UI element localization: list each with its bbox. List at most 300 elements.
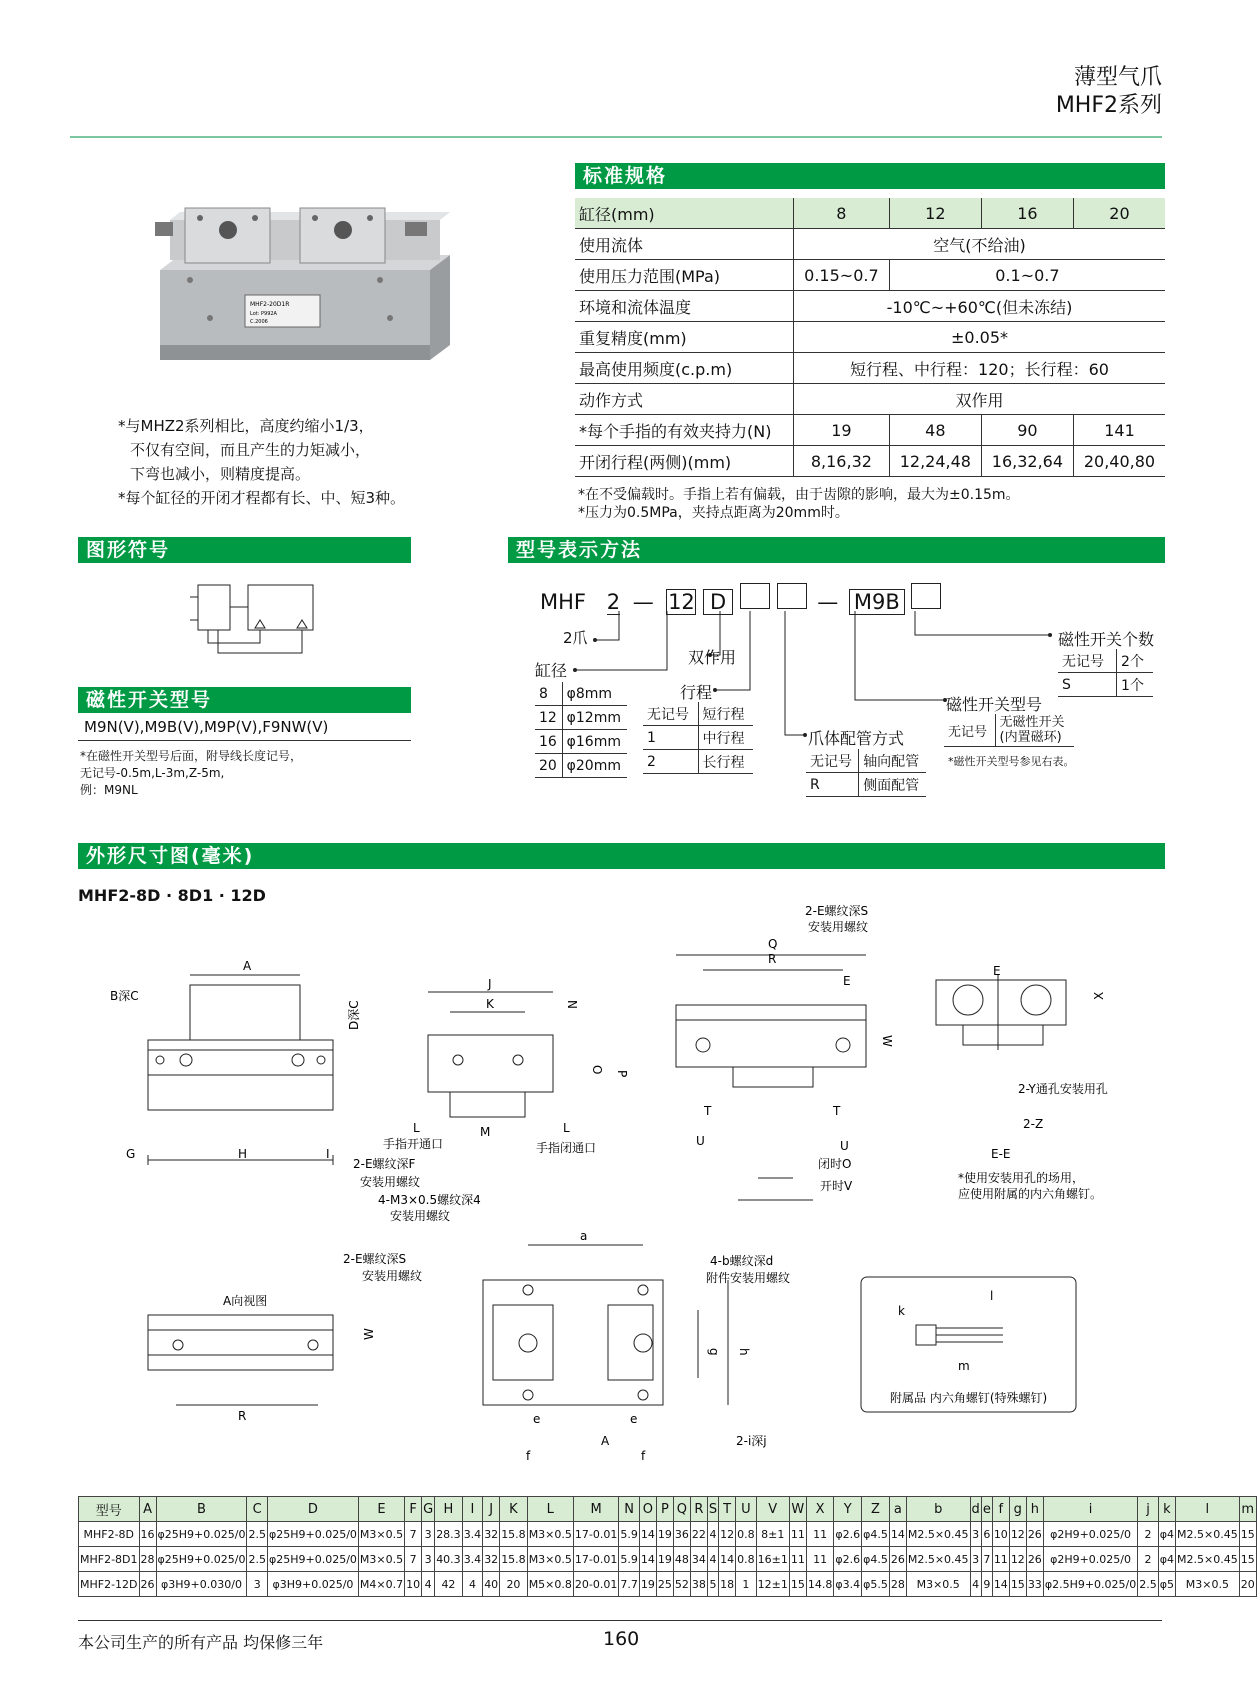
dims-row bbox=[79, 1522, 1257, 1547]
dims-cell: 36 bbox=[673, 1522, 690, 1547]
dims-cell: 52 bbox=[673, 1572, 690, 1597]
dim-n: N bbox=[565, 1000, 579, 1009]
dims-header-cell: H bbox=[435, 1497, 463, 1522]
switch-count-value: 2个 bbox=[1117, 649, 1153, 673]
dimension-section-title: 外形尺寸图(毫米) bbox=[78, 843, 1165, 869]
ee-label: E-E bbox=[991, 1147, 1011, 1161]
a-direction-view bbox=[148, 1315, 333, 1405]
pneumatic-symbol bbox=[190, 575, 330, 665]
dim-l-right: L bbox=[563, 1121, 570, 1135]
accessory-label: 附属品 内六角螺钉(特殊螺钉) bbox=[890, 1391, 1048, 1405]
dims-cell: 42 bbox=[435, 1572, 463, 1597]
model-section-title: 型号表示方法 bbox=[508, 537, 1165, 563]
bore-code: 12 bbox=[535, 706, 562, 730]
piping-code: R bbox=[806, 773, 859, 797]
spec-note-1: *在不受偏载时。手指上若有偏载，由于齿隙的影响，最大为±0.15m。 bbox=[578, 487, 1020, 503]
switch-type-desc-2: (内置磁环) bbox=[999, 730, 1062, 745]
dims-cell: 18 bbox=[719, 1572, 736, 1597]
dims-cell: 16±1 bbox=[756, 1547, 789, 1572]
switch-note-2: 无记号-0.5m,L-3m,Z-5m, bbox=[80, 766, 225, 780]
dims-cell: 19 bbox=[656, 1547, 673, 1572]
dims-cell: φ4 bbox=[1158, 1522, 1175, 1547]
spec-label: 环境和流体温度 bbox=[575, 291, 794, 322]
dims-header-cell: G bbox=[422, 1497, 435, 1522]
dims-cell: MHF2-12D bbox=[79, 1572, 140, 1597]
header-divider bbox=[70, 136, 1162, 138]
dims-row bbox=[79, 1547, 1257, 1572]
dims-cell: 2 bbox=[1138, 1522, 1159, 1547]
dim-r: R bbox=[768, 952, 777, 966]
ee-marker-top: E bbox=[993, 964, 1001, 978]
dims-cell: 19 bbox=[639, 1572, 656, 1597]
dims-cell: 4 bbox=[462, 1572, 483, 1597]
dims-header-cell: k bbox=[1158, 1497, 1175, 1522]
spec-row-temperature bbox=[575, 291, 1165, 322]
dim-lh: h bbox=[737, 1348, 751, 1356]
dims-cell: M5×0.8 bbox=[527, 1572, 573, 1597]
feature-4: *每个缸径的开闭才程都有长、中、短3种。 bbox=[118, 489, 406, 507]
dims-cell: 40.3 bbox=[435, 1547, 463, 1572]
dims-cell: φ3H9+0.025/0 bbox=[267, 1572, 358, 1597]
dims-header-cell: e bbox=[981, 1497, 992, 1522]
acc-k: k bbox=[898, 1304, 905, 1318]
es-label: 2-E螺纹深S bbox=[805, 904, 869, 918]
dim-t-right: T bbox=[833, 1104, 841, 1118]
spec-cell: 0.15~0.7 bbox=[794, 260, 890, 291]
dimension-table-header bbox=[79, 1497, 1257, 1522]
bore-table bbox=[535, 682, 627, 778]
dim-lg: g bbox=[707, 1348, 721, 1356]
ij-label: 2-i深j bbox=[736, 1434, 767, 1448]
dims-cell: 26 bbox=[1026, 1522, 1043, 1547]
dim-j: J bbox=[488, 977, 492, 991]
dim-la: a bbox=[580, 1229, 588, 1243]
spec-cell: 48 bbox=[889, 415, 981, 446]
dim-h: H bbox=[238, 1147, 248, 1161]
bore-size: φ12mm bbox=[562, 706, 627, 730]
dim-u-left: U bbox=[696, 1134, 705, 1148]
dim-le-left: e bbox=[533, 1412, 541, 1426]
dims-header-cell: h bbox=[1026, 1497, 1043, 1522]
dims-cell: 20 bbox=[500, 1572, 528, 1597]
dim-o: O bbox=[590, 1065, 604, 1075]
dims-header-cell: B bbox=[156, 1497, 247, 1522]
spec-row-force bbox=[575, 415, 1165, 446]
dims-header-cell: X bbox=[806, 1497, 834, 1522]
dimension-drawings bbox=[78, 900, 1168, 1490]
dims-cell: 6 bbox=[981, 1522, 992, 1547]
dims-cell: 14 bbox=[889, 1522, 906, 1547]
dims-header-cell: d bbox=[970, 1497, 981, 1522]
spec-row-accuracy bbox=[575, 322, 1165, 353]
dim-k: K bbox=[486, 997, 494, 1011]
dims-cell: 3 bbox=[970, 1547, 981, 1572]
dims-cell: 7 bbox=[981, 1547, 992, 1572]
dims-cell: 17-0.01 bbox=[573, 1522, 618, 1547]
dims-cell: 4 bbox=[707, 1522, 718, 1547]
dims-cell: 33 bbox=[1026, 1572, 1043, 1597]
feature-3: 下弯也减小，则精度提高。 bbox=[130, 465, 311, 483]
dim-z: 2-Z bbox=[1023, 1117, 1044, 1131]
footer-divider bbox=[78, 1620, 1162, 1621]
stroke-table bbox=[643, 702, 753, 774]
dims-header-cell: a bbox=[889, 1497, 906, 1522]
dim-mount: 安装用螺纹 bbox=[360, 1175, 421, 1189]
dims-cell: 2.5 bbox=[247, 1522, 268, 1547]
dims-header-cell: I bbox=[462, 1497, 483, 1522]
dims-cell: 26 bbox=[1026, 1547, 1043, 1572]
dims-cell: 20-0.01 bbox=[573, 1572, 618, 1597]
dim-w: W bbox=[880, 1035, 894, 1047]
spec-cell: ±0.05* bbox=[794, 322, 1166, 353]
dims-cell: 5.9 bbox=[619, 1522, 640, 1547]
dims-cell: φ25H9+0.025/0 bbox=[267, 1547, 358, 1572]
tip-2: 应使用附属的内六角螺钉。 bbox=[958, 1187, 1103, 1201]
spec-cell: 19 bbox=[794, 415, 890, 446]
spec-cell: 双作用 bbox=[794, 384, 1166, 415]
spec-label: 最高使用频度(c.p.m) bbox=[575, 353, 794, 384]
dims-cell: M3×0.5 bbox=[358, 1522, 404, 1547]
dims-cell: φ25H9+0.025/0 bbox=[156, 1547, 247, 1572]
dims-cell: 2.5 bbox=[1138, 1572, 1159, 1597]
stroke-code: 1 bbox=[643, 726, 698, 750]
model-code: MHF 2 — 12 D — M9B bbox=[540, 583, 941, 615]
stroke-name: 中行程 bbox=[698, 726, 753, 750]
dims-cell: 14.8 bbox=[806, 1572, 834, 1597]
spec-section-title: 标准规格 bbox=[575, 163, 1165, 189]
switch-type-title: 磁性开关型号 bbox=[946, 695, 1043, 714]
dims-header-cell: D bbox=[267, 1497, 358, 1522]
action-label: 双作用 bbox=[688, 648, 737, 667]
a-view-label: A向视图 bbox=[223, 1294, 268, 1308]
stroke-name: 短行程 bbox=[698, 702, 753, 726]
dims-cell: 40 bbox=[483, 1572, 500, 1597]
dims-cell: 32 bbox=[483, 1547, 500, 1572]
series-title: MHF2系列 bbox=[1055, 93, 1162, 118]
dims-cell: 17-0.01 bbox=[573, 1547, 618, 1572]
product-photo bbox=[150, 200, 475, 370]
dims-cell: 28.3 bbox=[435, 1522, 463, 1547]
dim-lf-left: f bbox=[526, 1449, 531, 1463]
dim-i: I bbox=[326, 1147, 330, 1161]
spec-cell: 8 bbox=[794, 198, 890, 229]
dims-cell: 14 bbox=[719, 1547, 736, 1572]
spec-row-stroke bbox=[575, 446, 1165, 477]
code-action: D bbox=[703, 589, 733, 615]
dims-cell: 0.8 bbox=[736, 1522, 757, 1547]
dims-cell: M3×0.5 bbox=[1176, 1572, 1240, 1597]
spec-cell: 8,16,32 bbox=[794, 446, 890, 477]
dims-cell: 11 bbox=[992, 1547, 1009, 1572]
dims-cell: 5 bbox=[707, 1572, 718, 1597]
piping-code: 无记号 bbox=[806, 749, 859, 773]
bore-code: 8 bbox=[535, 682, 562, 706]
dims-cell: 38 bbox=[690, 1572, 707, 1597]
dim-bc: B深C bbox=[110, 989, 139, 1003]
dims-header-cell: f bbox=[992, 1497, 1009, 1522]
bottom-view bbox=[483, 1245, 728, 1405]
spec-cell: 16 bbox=[981, 198, 1073, 229]
dims-cell: 14 bbox=[992, 1572, 1009, 1597]
dims-cell: 19 bbox=[656, 1522, 673, 1547]
dims-header-cell: Q bbox=[673, 1497, 690, 1522]
dims-cell: M4×0.7 bbox=[358, 1572, 404, 1597]
dim-le-right: e bbox=[630, 1412, 638, 1426]
spec-row-fluid bbox=[575, 229, 1165, 260]
switch-count-value: 1个 bbox=[1117, 673, 1153, 697]
dims-cell: 2.5 bbox=[247, 1547, 268, 1572]
dim-m: M bbox=[480, 1125, 491, 1139]
dims-cell: φ2H9+0.025/0 bbox=[1043, 1547, 1137, 1572]
dims-cell: M3×0.5 bbox=[358, 1547, 404, 1572]
switch-note-3: 例：M9NL bbox=[80, 783, 138, 797]
switch-count-code: S bbox=[1058, 673, 1117, 697]
dims-cell: 15 bbox=[1009, 1572, 1026, 1597]
acc-m: m bbox=[958, 1359, 970, 1373]
switch-count-code: 无记号 bbox=[1058, 649, 1117, 673]
switch-note-1: *在磁性开关型号后面，附导线长度记号， bbox=[80, 749, 303, 763]
spec-row-frequency bbox=[575, 353, 1165, 384]
switch-section-title: 磁性开关型号 bbox=[78, 687, 411, 713]
dims-cell: 20 bbox=[1239, 1572, 1256, 1597]
dims-header-cell: 型号 bbox=[79, 1497, 140, 1522]
switch-type-code: 无记号 bbox=[944, 714, 995, 747]
dims-cell: φ4 bbox=[1158, 1547, 1175, 1572]
photo-label-1: MHF2-20D1R bbox=[250, 301, 290, 308]
dims-cell: 3.4 bbox=[462, 1547, 483, 1572]
spec-cell: 12,24,48 bbox=[889, 446, 981, 477]
symbol-section-title: 图形符号 bbox=[78, 537, 411, 563]
open-port-label: 手指开通口 bbox=[383, 1137, 444, 1151]
piping-name: 轴向配管 bbox=[859, 749, 926, 773]
dim-p: P bbox=[615, 1070, 629, 1078]
page-header bbox=[1056, 64, 1162, 120]
spec-cell: 141 bbox=[1073, 415, 1165, 446]
dim-dc: D深C bbox=[347, 1000, 361, 1030]
dims-row bbox=[79, 1572, 1257, 1597]
close-port-label: 手指闭通口 bbox=[536, 1141, 597, 1155]
dim-g: G bbox=[126, 1147, 136, 1161]
dims-cell: φ5.5 bbox=[862, 1572, 890, 1597]
spec-label: 缸径(mm) bbox=[575, 198, 794, 229]
code-switch: M9B bbox=[849, 589, 905, 615]
dims-header-cell: T bbox=[719, 1497, 736, 1522]
spec-row-pressure bbox=[575, 260, 1165, 291]
dims-cell: 12 bbox=[1009, 1522, 1026, 1547]
dims-cell: φ2H9+0.025/0 bbox=[1043, 1522, 1137, 1547]
dims-header-cell: Y bbox=[834, 1497, 862, 1522]
dims-header-cell: U bbox=[736, 1497, 757, 1522]
bore-title: 缸径 bbox=[535, 661, 568, 680]
piping-title: 爪体配管方式 bbox=[808, 729, 905, 748]
spec-cell: 90 bbox=[981, 415, 1073, 446]
switch-count-title: 磁性开关个数 bbox=[1058, 630, 1155, 649]
feature-1: *与MHZ2系列相比，高度约缩小1/3， bbox=[118, 417, 374, 435]
dims-cell: 15.8 bbox=[500, 1522, 528, 1547]
photo-label-2: Lot: P992A bbox=[250, 311, 277, 317]
dims-header-cell: R bbox=[690, 1497, 707, 1522]
dims-header-cell: P bbox=[656, 1497, 673, 1522]
bore-size: φ16mm bbox=[562, 730, 627, 754]
dim-aa: A bbox=[601, 1434, 610, 1448]
dim-x: X bbox=[1092, 991, 1106, 1000]
dimension-table bbox=[78, 1496, 1257, 1597]
dims-header-cell: V bbox=[756, 1497, 789, 1522]
code-bore: 12 bbox=[668, 590, 695, 614]
spec-cell: 空气(不给油) bbox=[794, 229, 1166, 260]
dims-cell: M3×0.5 bbox=[906, 1572, 970, 1597]
m3-mount-label: 安装用螺纹 bbox=[390, 1209, 451, 1223]
spec-cell: 20,40,80 bbox=[1073, 446, 1165, 477]
bore-size: φ20mm bbox=[562, 754, 627, 778]
dims-cell: 22 bbox=[690, 1522, 707, 1547]
dims-cell: M2.5×0.45 bbox=[1176, 1547, 1240, 1572]
claws-label: 2爪 bbox=[563, 629, 588, 647]
dims-header-cell: j bbox=[1138, 1497, 1159, 1522]
bd-mount-label: 附件安装用螺纹 bbox=[706, 1271, 791, 1285]
dims-cell: 3.4 bbox=[462, 1522, 483, 1547]
spec-label: 重复精度(mm) bbox=[575, 322, 794, 353]
dims-cell: 3 bbox=[422, 1522, 435, 1547]
spec-table bbox=[575, 198, 1165, 477]
acc-l: l bbox=[990, 1289, 994, 1303]
dims-cell: 4 bbox=[422, 1572, 435, 1597]
es2-label: 2-E螺纹深S bbox=[343, 1252, 407, 1266]
spec-notes bbox=[578, 486, 1020, 522]
dims-cell: M2.5×0.45 bbox=[1176, 1522, 1240, 1547]
dim-lf-right: f bbox=[641, 1449, 646, 1463]
dims-cell: φ4.5 bbox=[862, 1547, 890, 1572]
dim-e: E bbox=[843, 974, 851, 988]
switch-type-table bbox=[944, 714, 1074, 747]
dims-header-cell: C bbox=[247, 1497, 268, 1522]
dims-header-cell: J bbox=[483, 1497, 500, 1522]
spec-label: 动作方式 bbox=[575, 384, 794, 415]
dims-cell: 11 bbox=[806, 1522, 834, 1547]
dims-cell: φ2.6 bbox=[834, 1547, 862, 1572]
stroke-title: 行程 bbox=[680, 683, 713, 702]
spec-cell: 20 bbox=[1073, 198, 1165, 229]
dims-cell: 10 bbox=[992, 1522, 1009, 1547]
spec-row-action bbox=[575, 384, 1165, 415]
dims-cell: 26 bbox=[139, 1572, 156, 1597]
dims-cell: 12 bbox=[719, 1522, 736, 1547]
dims-cell: 48 bbox=[673, 1547, 690, 1572]
dims-cell: M2.5×0.45 bbox=[906, 1522, 970, 1547]
dims-cell: 14 bbox=[639, 1522, 656, 1547]
y-hole-label: 2-Y通孔安装用孔 bbox=[1018, 1082, 1108, 1096]
switch-type-note: *磁性开关型号参见右表。 bbox=[948, 755, 1075, 768]
spec-cell: 短行程、中行程：120；长行程：60 bbox=[794, 353, 1166, 384]
spec-label: 使用压力范围(MPa) bbox=[575, 260, 794, 291]
dim-t-left: T bbox=[704, 1104, 712, 1118]
dims-header-cell: W bbox=[789, 1497, 806, 1522]
dims-cell: 15 bbox=[1239, 1522, 1256, 1547]
end-view bbox=[936, 975, 1066, 1050]
dims-header-cell: M bbox=[573, 1497, 618, 1522]
dims-cell: φ4.5 bbox=[862, 1522, 890, 1547]
dims-cell: 15 bbox=[789, 1572, 806, 1597]
dims-cell: 11 bbox=[789, 1547, 806, 1572]
es-mount-label: 安装用螺纹 bbox=[808, 920, 869, 934]
dim-l-left: L bbox=[413, 1121, 420, 1135]
dims-header-cell: F bbox=[405, 1497, 422, 1522]
dim-f2: 2-E螺纹深F bbox=[353, 1157, 416, 1171]
m3-label: 4-M3×0.5螺纹深4 bbox=[378, 1193, 481, 1207]
dims-header-cell: L bbox=[527, 1497, 573, 1522]
stroke-name: 长行程 bbox=[698, 750, 753, 774]
dims-header-cell: K bbox=[500, 1497, 528, 1522]
spec-cell: 0.1~0.7 bbox=[889, 260, 1165, 291]
switch-notes bbox=[80, 748, 302, 799]
dims-cell: 3 bbox=[970, 1522, 981, 1547]
dims-header-cell: Z bbox=[862, 1497, 890, 1522]
front-view bbox=[148, 975, 333, 1165]
dims-cell: 7.7 bbox=[619, 1572, 640, 1597]
spec-row-bore bbox=[575, 198, 1165, 229]
dims-cell: 26 bbox=[889, 1547, 906, 1572]
bore-code: 16 bbox=[535, 730, 562, 754]
dims-header-cell: O bbox=[639, 1497, 656, 1522]
dims-header-cell: m bbox=[1239, 1497, 1256, 1522]
stroke-code: 2 bbox=[643, 750, 698, 774]
dims-header-cell: b bbox=[906, 1497, 970, 1522]
dim-ww: W bbox=[362, 1328, 376, 1340]
opened-label: 开时V bbox=[820, 1179, 853, 1193]
dims-cell: φ2.5H9+0.025/0 bbox=[1043, 1572, 1137, 1597]
dims-header-cell: l bbox=[1176, 1497, 1240, 1522]
closed-label: 闭时O bbox=[818, 1157, 852, 1171]
dims-cell: MHF2-8D1 bbox=[79, 1547, 140, 1572]
stroke-code: 无记号 bbox=[643, 702, 698, 726]
spec-note-2: *压力为0.5MPa，夹持点距离为20mm时。 bbox=[578, 505, 849, 521]
dims-cell: 15.8 bbox=[500, 1547, 528, 1572]
switch-count-table bbox=[1058, 649, 1153, 697]
switch-type-desc bbox=[995, 714, 1074, 747]
tip-1: *使用安装用孔的场用， bbox=[958, 1171, 1085, 1185]
bore-size: φ8mm bbox=[562, 682, 627, 706]
dims-cell: 3 bbox=[422, 1547, 435, 1572]
dim-u-right: U bbox=[840, 1139, 849, 1153]
dims-cell: 28 bbox=[139, 1547, 156, 1572]
dims-cell: 9 bbox=[981, 1572, 992, 1597]
dims-cell: 4 bbox=[707, 1547, 718, 1572]
dims-cell: φ25H9+0.025/0 bbox=[267, 1522, 358, 1547]
dims-cell: MHF2-8D bbox=[79, 1522, 140, 1547]
spec-label: 使用流体 bbox=[575, 229, 794, 260]
feature-list bbox=[118, 414, 405, 510]
product-title: 薄型气爪 bbox=[1073, 65, 1162, 90]
dims-cell: 8±1 bbox=[756, 1522, 789, 1547]
bd-label: 4-b螺纹深d bbox=[710, 1254, 774, 1268]
dims-cell: 11 bbox=[806, 1547, 834, 1572]
dims-cell: 12 bbox=[1009, 1547, 1026, 1572]
piping-table bbox=[806, 749, 926, 797]
warranty-text: 本公司生产的所有产品 均保修三年 bbox=[78, 1633, 324, 1652]
dims-cell: 0.8 bbox=[736, 1547, 757, 1572]
dims-cell: 7 bbox=[405, 1547, 422, 1572]
es2-mount-label: 安装用螺纹 bbox=[362, 1269, 423, 1283]
photo-label-3: C.2006 bbox=[250, 319, 268, 325]
spec-cell: -10℃~+60℃(但未冻结) bbox=[794, 291, 1166, 322]
dims-cell: 14 bbox=[639, 1547, 656, 1572]
switch-type-desc-1: 无磁性开关 bbox=[999, 715, 1065, 730]
dims-header-cell: i bbox=[1043, 1497, 1137, 1522]
dims-header-cell: A bbox=[139, 1497, 156, 1522]
switch-models: M9N(V),M9B(V),M9P(V),F9NW(V) bbox=[78, 714, 411, 741]
spec-label: 开闭行程(两侧)(mm) bbox=[575, 446, 794, 477]
spec-cell: 12 bbox=[889, 198, 981, 229]
